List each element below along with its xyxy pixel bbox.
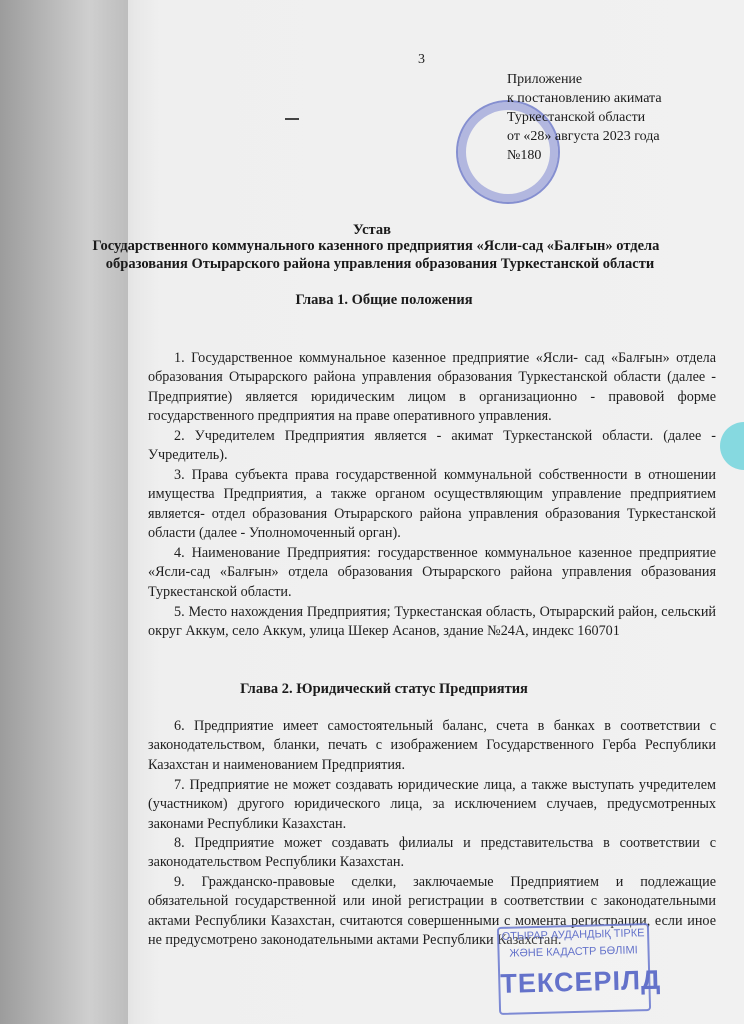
- appendix-line: Туркестанской области: [507, 110, 646, 125]
- stamp-line: ОТЫРАР АУДАНДЫҚ ТІРКЕ: [501, 927, 645, 943]
- previous-page-edge: [0, 0, 128, 1024]
- paragraph: 5. Место нахождения Предприятия; Туркестанская область, Отырарский район, сельский округ Аккум, село Аккум, улица Шекер Асанов, здание №24А, индекс 160701: [148, 604, 716, 640]
- chapter-heading: Глава 1. Общие положения: [295, 292, 473, 308]
- page-number: 3: [418, 52, 425, 67]
- appendix-line: №180: [507, 148, 542, 163]
- charter-subtitle: Государственного коммунального казенного предприятия «Ясли-сад «Балғын» отдела: [92, 238, 660, 254]
- appendix-line: от «28» августа 2023 года: [507, 129, 660, 144]
- paragraph: 6. Предприятие имеет самостоятельный баланс, счета в банках в соответствии с законодательством, бланки, печать с изображением Государственного Герба Республики Казахстан и наименованием Предприятия.: [148, 718, 716, 773]
- paragraph: 7. Предприятие не может создавать юридические лица, а также выступать учредителем (участником) другого юридического лица, за исключением случаев, предусмотренных законами Республики Казахстан.: [148, 777, 716, 832]
- charter-title: Устав: [353, 222, 391, 238]
- paragraph: 9. Гражданско-правовые сделки, заключаемые Предприятием и подлежащие обязательной государственной или иной регистрации в соответствии с законодательными актами Республики Казахстан, считаются совершенными с момента регистрации, если иное не предусмотрено законодательными актами Республики Казахстан.: [148, 874, 716, 949]
- paragraph: 2. Учредителем Предприятия является - акимат Туркестанской области. (далее - Учредитель).: [148, 428, 716, 464]
- stamp-line: ЖӘНЕ КАДАСТР БӨЛІМІ: [509, 944, 638, 960]
- paragraph: 1. Государственное коммунальное казенное предприятие «Ясли- сад «Балғын» отдела образования Отырарского района управления образования Туркестанской области (далее - Предприятие) является юридическим лицом в организационно - правовой форме государственного предприятия на праве оперативного управления.: [148, 350, 716, 425]
- appendix-block: [507, 70, 662, 165]
- paragraph: 4. Наименование Предприятия: государственное коммунальное казенное предприятие «Ясли-сад «Балғын» отдела образования Отырарского района управления образования Туркестанской области.: [148, 545, 716, 600]
- chapter-heading: Глава 2. Юридический статус Предприятия: [240, 681, 528, 697]
- charter-subtitle: образования Отырарского района управления образования Туркестанской области: [105, 256, 655, 272]
- stamp-line: ТЕКСЕРІЛД: [499, 964, 662, 999]
- appendix-line: к постановлению акимата: [507, 91, 662, 106]
- paragraph: 8. Предприятие может создавать филиалы и представительства в соответствии с законодательством Республики Казахстан.: [148, 835, 716, 871]
- registration-stamp: [497, 923, 662, 1015]
- paragraph: 3. Права субъекта права государственной коммунальной собственности в отношении имущества Предприятия, а также органом осуществляющим управление предприятием является- отдел образования Отырарского района управления образования Туркестанской области (далее - Уполномоченный орган).: [148, 467, 716, 542]
- appendix-line: Приложение: [507, 72, 583, 87]
- pen-mark: [285, 118, 299, 120]
